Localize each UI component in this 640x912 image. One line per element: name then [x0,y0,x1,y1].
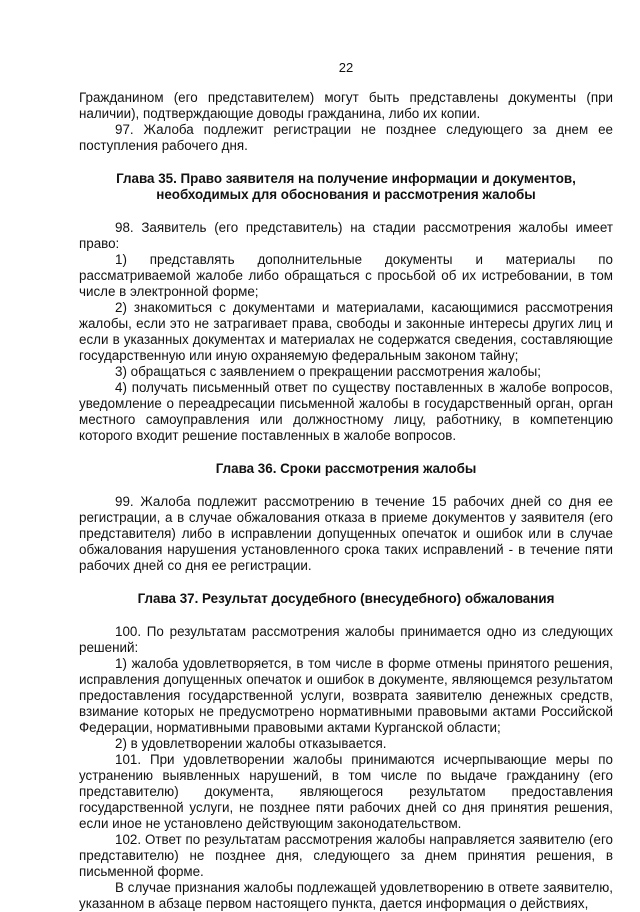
paragraph: 100. По результатам рассмотрения жалобы принимается одно из следующих решений: [79,624,613,655]
chapter-heading: Глава 35. Право заявителя на получение информации и документов, необходимых для обоснования и рассмотрения жалобы [116,171,576,202]
paragraph: 97. Жалоба подлежит регистрации не позднее следующего за днем ее поступления рабочего дня. [79,122,613,153]
paragraph: 1) представлять дополнительные документы и материалы по рассматриваемой жалобе либо обращаться с просьбой об их истребовании, в том числе в электронной форме; [79,252,613,299]
page-number: 22 [338,60,354,75]
paragraph: 2) в удовлетворении жалобы отказывается. [115,736,387,751]
chapter-heading: Глава 36. Сроки рассмотрения жалобы [215,461,477,476]
paragraph: 4) получать письменный ответ по существу поставленных в жалобе вопросов, уведомление о переадресации письменной жалобы в государственный орган, орган местного самоуправления или должностному лицу, работнику, в компетенцию которого входит решение поставленных в жалобе вопросов. [79,380,613,443]
paragraph: 101. При удовлетворении жалобы принимаются исчерпывающие меры по устранению выявленных нарушений, в том числе по выдаче гражданину (его представителю) документа, являющегося результатом предоставления государственной услуги, не позднее пяти рабочих дней со дня принятия решения, если иное не установлено действующим законодательством. [79,752,613,831]
paragraph: 3) обращаться с заявлением о прекращении рассмотрения жалобы; [115,364,541,379]
paragraph: 98. Заявитель (его представитель) на стадии рассмотрения жалобы имеет право: [79,220,613,251]
paragraph: 102. Ответ по результатам рассмотрения жалобы направляется заявителю (его представителю) не позднее дня, следующего за днем принятия решения, в письменной форме. [79,832,613,879]
paragraph: 2) знакомиться с документами и материалами, касающимися рассмотрения жалобы, если это не затрагивает права, свободы и законные интересы других лиц и если в указанных документах и материалах не содержатся сведения, составляющие государственную или иную охраняемую федеральным законом тайну; [79,300,613,363]
paragraph: 99. Жалоба подлежит рассмотрению в течение 15 рабочих дней со дня ее регистрации, а в случае обжалования отказа в приеме документов у заявителя (его представителя) либо в исправлении допущенных опечаток и ошибок или в случае обжалования нарушения установленного срока таких исправлений - в течение пяти рабочих дней со дня ее регистрации. [79,494,613,573]
paragraph: 1) жалоба удовлетворяется, в том числе в форме отмены принятого решения, исправления допущенных опечаток и ошибок в документе, являющемся результатом предоставления государственной услуги, возврата заявителю денежных средств, взимание которых не предусмотрено нормативными правовыми актами Российской Федерации, нормативными правовыми актами Курганской области; [79,656,613,735]
document-body [79,90,613,912]
paragraph: В случае признания жалобы подлежащей удовлетворению в ответе заявителю, указанном в абзаце первом настоящего пункта, дается информация о действиях, [79,880,613,911]
chapter-heading: Глава 37. Результат досудебного (внесудебного) обжалования [137,591,555,606]
paragraph: Гражданином (его представителем) могут быть представлены документы (при наличии), подтверждающие доводы гражданина, либо их копии. [79,90,613,121]
